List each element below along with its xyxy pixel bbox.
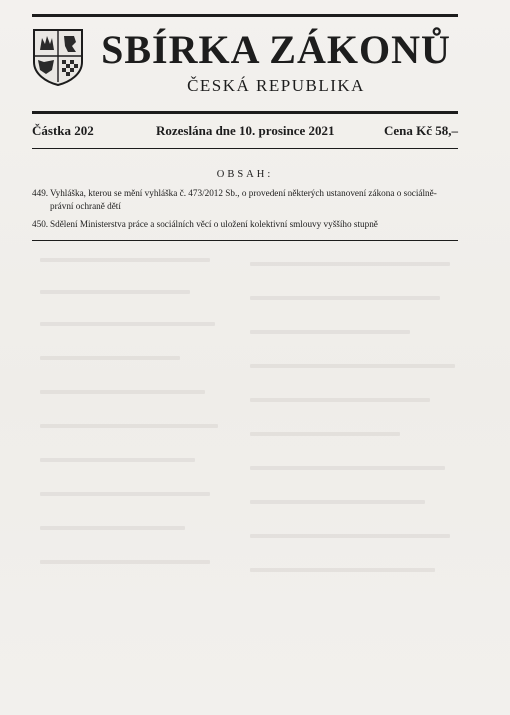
top-rule (32, 14, 458, 17)
entry-text: Vyhláška, kterou se mění vyhláška č. 473/2012 Sb., o provedení některých ustanovení zákona o sociálně-právní ochraně dětí (50, 188, 437, 211)
meta-rule (32, 148, 458, 149)
entry-text: Sdělení Ministerstva práce a sociálních věcí o uložení kolektivní smlouvy vyššího stupně (50, 219, 378, 229)
contents-heading: OBSAH: (216, 169, 274, 180)
gazette-subtitle: ČESKÁ REPUBLIKA (187, 76, 365, 95)
issue-number: Částka 202 (32, 123, 94, 138)
contents-entry (32, 218, 458, 231)
issue-info-row (32, 122, 458, 140)
entry-number: 450. (32, 219, 49, 229)
header-rule (32, 111, 458, 114)
contents-entry (32, 187, 458, 213)
issue-price: Cena Kč 58,– (383, 123, 458, 138)
issue-date: Rozeslána dne 10. prosince 2021 (156, 123, 335, 138)
entry-number: 449. (32, 188, 49, 198)
contents-list (32, 187, 458, 236)
state-emblem-icon (32, 28, 84, 86)
gazette-title: SBÍRKA ZÁKONŮ (101, 27, 451, 72)
contents-rule (32, 240, 458, 241)
